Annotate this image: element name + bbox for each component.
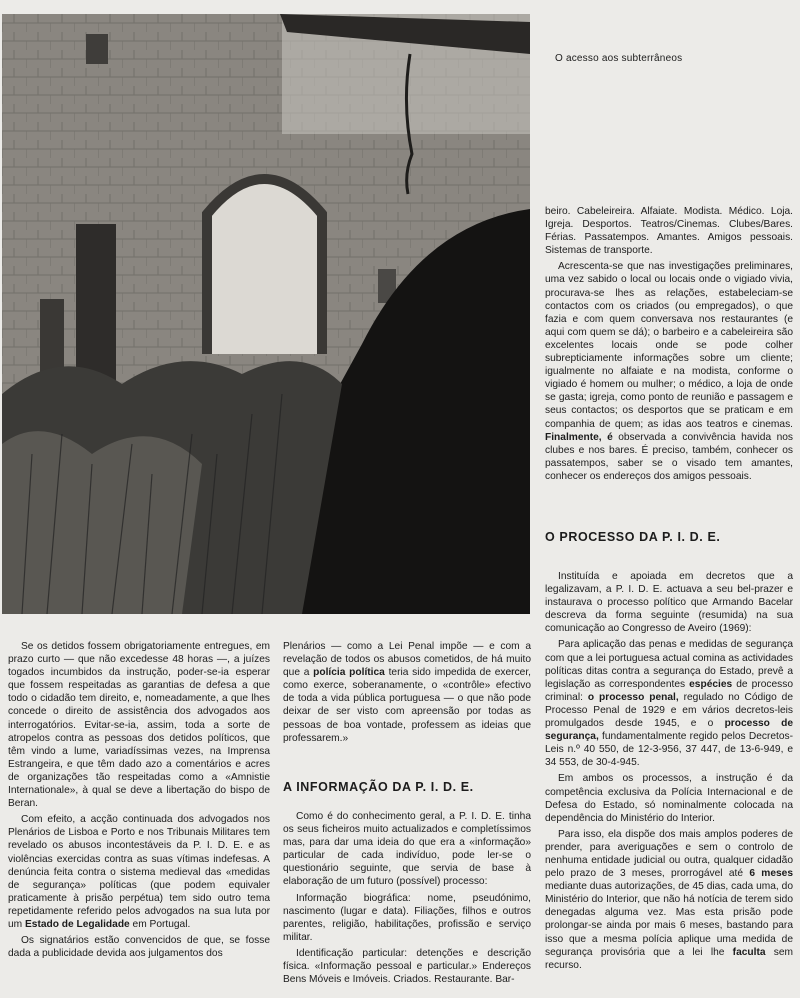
section-heading-informacao: A INFORMAÇÃO DA P. I. D. E.: [283, 780, 474, 794]
paragraph: Identificação particular: detenções e descrição física. «Informação pessoal e particular.» Endereços Bens Móveis e Imóveis. Criados. Restaurante. Bar-: [283, 947, 531, 986]
column-middle: [283, 640, 531, 748]
column-left: [8, 640, 270, 963]
photo-caption: O acesso aos subterrâneos: [555, 53, 683, 64]
paragraph: Para aplicação das penas e medidas de segurança com que a lei portuguesa actual comina as actividades políticas ditas contra a segurança do Estado, prevê a legislação as correspondentes espécies de processo criminal: o processo penal, regulado no Código de Processo Penal de 1929 e em vários decretos-leis promulgados desde 1945, e o processo de segurança, fundamentalmente regido pelos Decretos-Leis n.º 40 550, de 12-3-956, 37 447, de 13-6-949, e 34 553, de 30-4-945.: [545, 639, 793, 769]
paragraph: Se os detidos fossem obrigatoriamente entregues, em prazo curto — que não excedesse 48 horas —, a juízes togados incumbidos da instrução, poder-se-ia esperar que fossem respeitadas as garantias de defesa a que todo o cidadão tem direito, e, nomeadamente, a que lhes concede o direito de assistência dos advogados aos interrogatórios. Evitar-se-ia, assim, toda a sorte de atropelos contra as pessoas dos detidos políticos, que têm vindo a lume, variadíssimas vezes, na Imprensa Estrangeira, e que têm dado azo a comentários e acres de organizações tão respeitadas como a «Amnistie Internationale», à qual se deve a libertação do bispo de Beran.: [8, 641, 270, 810]
paragraph: Em ambos os processos, a instrução é da competência exclusiva da Polícia Internacional e de Defesa do Estado, só nominalmente colocada na dependência do Ministério do Interior.: [545, 773, 793, 824]
column-right-lower: [545, 570, 793, 975]
paragraph: beiro. Cabeleireira. Alfaiate. Modista. Médico. Loja. Igreja. Desportos. Teatros/Cinemas. Clubes/Bares. Férias. Passatempos. Amantes. Amigos pessoais. Sistemas de transporte.: [545, 206, 793, 257]
column-middle-lower: [283, 810, 531, 989]
section-heading-processo: O PROCESSO DA P. I. D. E.: [545, 530, 721, 544]
photo-subterranean-entrance: [2, 14, 530, 614]
paragraph: Instituída e apoiada em decretos que a legalizavam, a P. I. D. E. actuava a seu bel-prazer e instaurava o processo político que Armando Bacelar descreva da forma seguinte (resumida) na sua comunicação ao Congresso de Aveiro (1969):: [545, 571, 793, 635]
paragraph: Os signatários estão convencidos de que, se fosse dada a publicidade devida aos julgamentos dos: [8, 935, 270, 960]
paragraph: Acrescenta-se que nas investigações preliminares, uma vez sabido o local ou locais onde o vigiado vivia, procurava-se lhes as relações, estabeleciam-se contactos com os criados (ou empregados), o que fazia e com quem conversava nos restaurantes (e aqui com quem se dá); o barbeiro e a cabeleireira são excelentes locais onde se pode colher subrepticiamente informações sobre um cliente; igualmente no alfaiate e na modista, conforme o vigiado é homem ou mulher; o médico, a loja de onde se gasta; igreja, como ponto de reunião e passagem e seus contactos; os desportos que se praticam e em companhia de quem; as idas aos teatros e cinemas. Finalmente, é observada a convivência havida nos clubes e nos bares. É preciso, também, conhecer os passatempos, saber se o visado tem amantes, conhecer os endereços dos amigos pessoais.: [545, 261, 793, 482]
paragraph: Plenários — como a Lei Penal impõe — e com a revelação de todos os abusos cometidos, de há muito que a polícia política teria sido impedida de exercer, como exerce, soberanamente, o «contrôle» efectivo de toda a vida pública portuguesa — o que não pode deixar de ser visto com apreensão por todas as pessoas de boa vontade, professem as ideias que professarem.»: [283, 641, 531, 744]
paragraph: Informação biográfica: nome, pseudónimo, nascimento (lugar e data). Filiações, filhos e outros parentes, religião, habilitações, profissão e serviço militar.: [283, 892, 531, 943]
paragraph: Para isso, ela dispõe dos mais amplos poderes de prender, para averiguações e sem o controlo de nenhuma entidade judicial ou outra, qualquer cidadão pelo prazo de 3 meses, prorrogável até 6 meses mediante duas autorizações, de 45 dias, cada uma, do Ministério do Interior, que não há notícia de terem sido denegadas alguma vez. Mas esta prisão pode prolongar-se ainda por mais 6 meses, bastando para isso que a mesma polícia aplique uma medida de segurança provisória que a lei lhe faculta sem recurso.: [545, 828, 794, 971]
paragraph: Como é do conhecimento geral, a P. I. D. E. tinha os seus ficheiros muito actualizados e completíssimos mas, para dar uma ideia do que era a «informação» particular de cada indivíduo, pode ler-se o questionário seguinte, que servia de base à elaboração de um futuro (possível) processo:: [283, 811, 531, 888]
photo-illustration: [2, 14, 530, 614]
paragraph: Com efeito, a acção continuada dos advogados nos Plenários de Lisboa e Porto e nos Tribunais Militares tem revelado os abusos incontestáveis da P. I. D. E. e as violências exercidas contra as suas vítimas indefesas. A denúncia feita contra o sistema medieval das «medidas de segurança» políticas (que podem equivaler praticamente à prisão perpétua) tem sido outro tema repetidamente referido pelos advogados na sua luta por um Estado de Legalidade em Portugal.: [8, 814, 270, 930]
column-right-upper: [545, 205, 793, 486]
